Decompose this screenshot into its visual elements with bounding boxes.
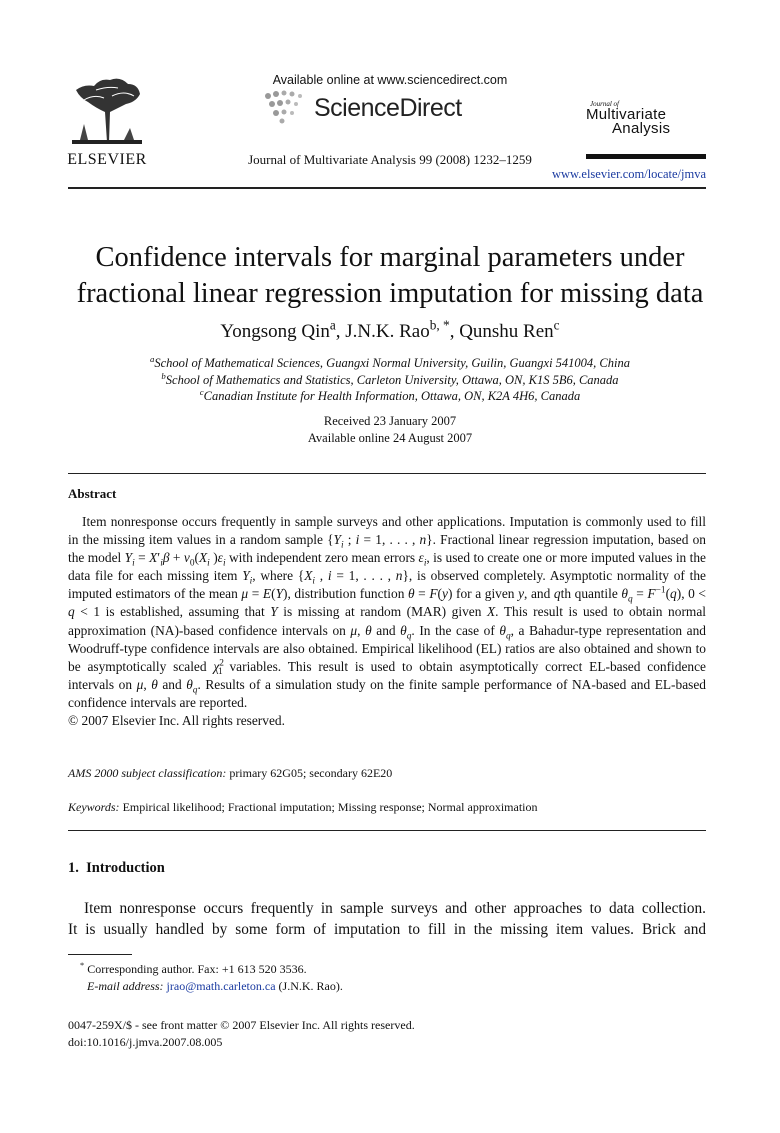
author-name[interactable]: Yongsong Qin (220, 321, 330, 342)
journal-citation: Journal of Multivariate Analysis 99 (2008) 1232–1259 (248, 152, 532, 167)
elsevier-tree-icon (66, 72, 148, 148)
classification-value: primary 62G05; secondary 62E20 (229, 766, 393, 780)
elsevier-wordmark: ELSEVIER (67, 151, 147, 168)
keywords-value: Empirical likelihood; Fractional imputation; Missing response; Normal approximation (122, 800, 538, 814)
abstract-body: Item nonresponse occurs frequently in sample surveys and other applications. Imputation is commonly used to fill in the missing item values in a random sample {$Y_i$ ; i = 1, . . . , n}. Fractional linear regression imputation, based on the model $Y_i = X'_i\beta + v_0(X_i$ )$\varepsilon_i$ with independent zero mean errors $\varepsilon_i$, is used to create one or more imputed values in the data file for each missing item $Y_i$, where {$X_i$ , i = 1, . . . , n}, is observed completely. Asymptotic normality of the imputed estimators of the mean μ = E(Y), distribution function θ = F(y) for a given y, and qth quantile $\theta_q = F^{-1}(q)$, 0 < q < 1 is established, assuming that Y is missing at random (MAR) given X. This result is used to obtain normal approximation (NA)-based confidence intervals on μ, θ and $\theta_q$. In the case of $\theta_q$, a Bahadur-type representation and Woodruff-type confidence intervals are also obtained. Empirical likelihood (EL) ratios are also obtained and shown to be asymptotically scaled $\chi^2_1$ variables. This result is used to obtain asymptotically correct EL-based confidence intervals on μ, θ and $\theta_q$. Results of a simulation study on the finite sample performance of NA-based and EL-based confidence intervals are reported. © 2007 Elsevier Inc. All rights reserved. (68, 513, 706, 730)
abstract-copyright: © 2007 Elsevier Inc. All rights reserved. (68, 713, 285, 729)
author-separator: , (335, 321, 346, 342)
affiliation-sup: c (199, 386, 204, 397)
sciencedirect-logo (262, 88, 492, 128)
dates (40, 413, 740, 447)
introduction-line2: It is usually handled by some form of imputation to fill in the missing item values. Brick and (68, 920, 706, 938)
author-separator: , (449, 321, 460, 342)
subject-classification (68, 766, 392, 781)
asterisk-icon: * (80, 961, 85, 970)
doi-line[interactable]: doi:10.1016/j.jmva.2007.08.005 (68, 1035, 223, 1049)
article-title-line2: fractional linear regression imputation for missing data (76, 278, 704, 309)
keywords-label: Keywords: (68, 800, 120, 814)
journal-logo-line2: Analysis (612, 120, 671, 137)
affiliation-text: School of Mathematics and Statistics, Carleton University, Ottawa, ON, K1S 5B6, Canada (165, 372, 619, 387)
author-sup: c (553, 317, 560, 333)
author-sup: a (329, 317, 336, 333)
affiliation-item (40, 355, 740, 372)
email-link[interactable]: jrao@math.carleton.ca (166, 979, 276, 993)
journal-url[interactable] (540, 167, 706, 182)
abstract-bottom-rule (68, 830, 706, 831)
sciencedirect-dots-icon (262, 88, 310, 126)
affiliation-text: Canadian Institute for Health Information, Ottawa, ON, K2A 4H6, Canada (203, 389, 581, 403)
issn-line: 0047-259X/$ - see front matter © 2007 Elsevier Inc. All rights reserved. (68, 1018, 415, 1032)
footnotes (68, 961, 343, 995)
email-note (68, 978, 343, 995)
elsevier-logo (66, 72, 148, 168)
available-date: Available online 24 August 2007 (307, 431, 473, 445)
journal-logo-line1: Multivariate (586, 106, 667, 123)
abstract-heading: Abstract (68, 486, 117, 501)
article-title-line1: Confidence intervals for marginal parameters under (95, 242, 685, 273)
journal-url-link[interactable]: www.elsevier.com/locate/jmva (552, 167, 706, 181)
article-title (40, 240, 740, 312)
available-online-text: Available online at www.sciencedirect.com (272, 73, 508, 87)
received-date: Received 23 January 2007 (323, 414, 457, 428)
abstract-top-rule (68, 473, 706, 474)
journal-logo-bar (586, 154, 706, 159)
affiliation-item (40, 388, 740, 405)
corresponding-author-note: * Corresponding author. Fax: +1 613 520 3536. (80, 961, 307, 976)
keywords (68, 800, 538, 815)
author-sup: b, * (429, 317, 450, 333)
affiliation-sup: b (161, 370, 166, 381)
journal-logo (586, 100, 708, 162)
journal-logo-small: Journal of (590, 100, 619, 108)
author-name[interactable]: Qunshu Ren (459, 321, 554, 342)
affiliation-sup: a (149, 353, 155, 364)
introduction-line1: Item nonresponse occurs frequently in sample surveys and other approaches to data collection. (84, 900, 706, 917)
author-list (40, 317, 740, 343)
email-label: E-mail address: (87, 979, 164, 993)
classification-label: AMS 2000 subject classification: (68, 766, 227, 780)
header-rule (68, 187, 706, 189)
affiliations (40, 355, 740, 405)
footnote-rule (68, 954, 132, 955)
introduction-body (68, 899, 706, 940)
front-matter (68, 1017, 415, 1051)
email-suffix: (J.N.K. Rao). (278, 979, 343, 993)
affiliation-text: School of Mathematical Sciences, Guangxi Normal University, Guilin, Guangxi 541004, China (154, 356, 630, 370)
affiliation-item (40, 372, 740, 389)
section-heading-introduction: 1. Introduction (68, 860, 165, 876)
sciencedirect-wordmark: ScienceDirect (314, 94, 462, 122)
author-name[interactable]: J.N.K. Rao (345, 321, 430, 342)
